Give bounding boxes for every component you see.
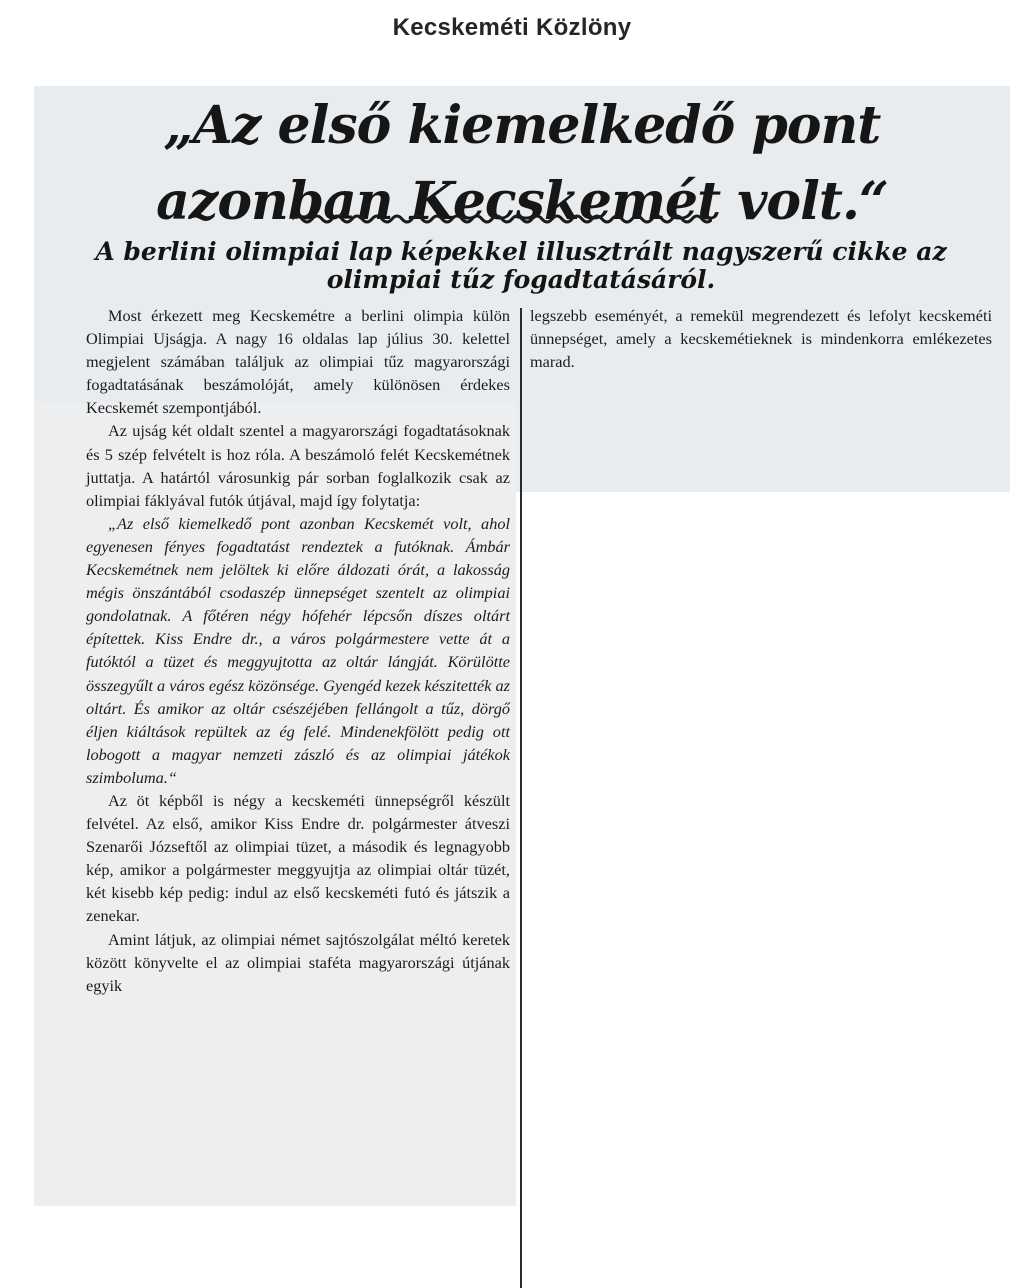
headline-line-2: azonban Kecskemét volt.“ [156, 171, 888, 232]
article-paragraph: Az ujság két oldalt szentel a magyarországi fogadtatásoknak és 5 szép felvételt is hoz róla. A beszámoló felét Kecskemétnek juttatja. A határtól városunkig pár sorban foglalkozik csak az olimpiai fáklyával futók útjával, majd így folytatja: [86, 421, 510, 510]
article-paragraph: Amint látjuk, az olimpiai német sajtószolgálat méltó keretek között könyvelte el az olimpiai staféta magyarországi útjának egyik [86, 929, 510, 995]
wavy-divider [292, 212, 712, 226]
article-subheadline: A berlini olimpiai lap képekkel illusztrált nagyszerű cikke az olimpiai tűz fogadtatásáról. [95, 237, 947, 294]
newspaper-clipping [34, 86, 1010, 1206]
article-paragraph: Most érkezett meg Kecskemétre a berlini olimpia külön Olimpiai Ujságja. A nagy 16 oldalas lap július 30. kelettel megjelent számában találjuk az olimpiai tűz magyarországi fogadtatásának beszámolóját, amely különösen érdekes Kecskemét szempontjából. [86, 306, 510, 418]
column-divider [520, 308, 522, 1288]
article-column-right [530, 304, 992, 373]
scan-background-right [516, 402, 1010, 492]
newspaper-title: Kecskeméti Közlöny [392, 14, 632, 41]
article-column-left [86, 304, 510, 997]
article-paragraph-continued: legszebb eseményét, a remekül megrendezett és lefolyt kecskeméti ünnepséget, amely a kecskemétieknek is mindenkorra emlékezetes marad. [530, 306, 992, 372]
article-quote: „Az első kiemelkedő pont azonban Kecskemét volt, ahol egyenesen fényes fogadtatást rendeztek a futóknak. Ámbár Kecskemétnek nem jelöltek ki előre áldozati órát, a lakosság mégis önszántából csodaszép ünnepséget szentelt az olimpiai gondolatnak. A főtéren négy hófehér lépcsőn díszes oltárt építettek. Kiss Endre dr., a város polgármestere vette át a futóktól a tüzet és meggyujtotta az oltár lángját. Körülötte összegyűlt a város egész közönsége. Gyengéd kezek készitették az oltárt. És amikor az oltár csészéjében fellángolt a tűz, dörgő éljen kiáltások repültek az ég felé. Mindenekfölött pedig ott lobogott a magyar nemzeti zászló és az olimpiai játékok szimboluma.“ [86, 513, 510, 787]
headline-line-1: „Az első kiemelkedő pont [163, 95, 881, 156]
article-paragraph: Az öt képből is négy a kecskeméti ünnepségről készült felvétel. Az első, amikor Kiss Endre dr. polgármester átveszi Szenarői Józseftől az olimpiai tüzet, a második és legnagyobb kép, amikor a polgármester meggyujtja az olimpiai oltár tüzét, két kisebb kép pedig: indul az első kecskeméti futó és játszik a zenekar. [86, 790, 510, 926]
